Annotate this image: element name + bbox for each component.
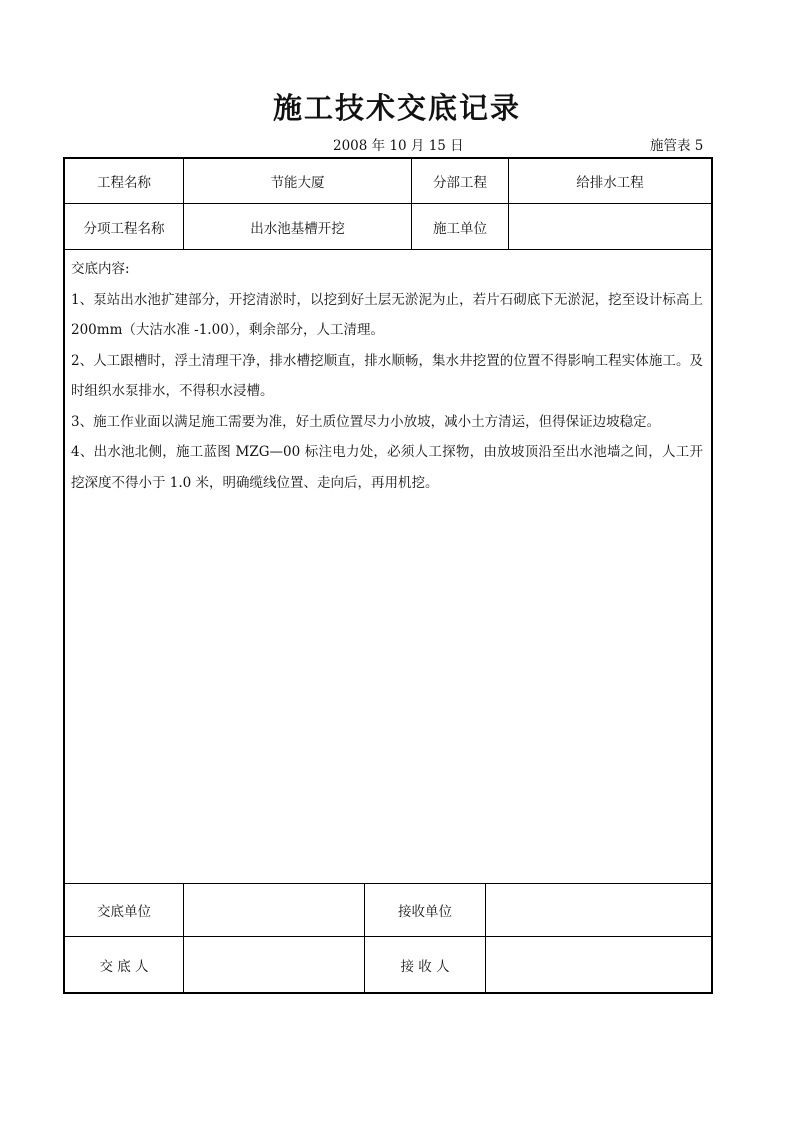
issuer-value[interactable] (184, 937, 364, 992)
contractor-value[interactable] (509, 204, 711, 249)
receiving-unit-label: 接收单位 (398, 904, 452, 920)
content-paragraph-1: 1、泵站出水池扩建部分，开挖清淤时，以挖到好土层无淤泥为止，若片石砌底下无淤泥，挖至设计标高上 200mm（大沽水准 -1.00），剩余部分，人工清理。 (71, 291, 703, 338)
record-date: 2008 年 10 月 15 日 (333, 138, 464, 154)
issuing-unit-label: 交底单位 (97, 904, 151, 920)
division-label: 分部工程 (433, 175, 487, 191)
project-name-label: 工程名称 (97, 175, 151, 191)
content-paragraph-3: 3、施工作业面以满足施工需要为准，好土质位置尽力小放坡，减小土方清运，但得保证边坡稳定。 (71, 413, 661, 430)
content-paragraph-2: 2、人工跟槽时，浮土清理干净，排水槽挖顺直，排水顺畅，集水井挖置的位置不得影响工程实体施工。及时组织水泵排水，不得积水浸槽。 (71, 352, 703, 399)
disclosure-content (71, 254, 703, 498)
receiving-unit-value[interactable] (486, 884, 711, 936)
receiver-value[interactable] (486, 937, 711, 992)
page-title: 施工技术交底记录 (272, 91, 521, 125)
content-paragraph-4: 4、出水池北侧，施工蓝图 MZG—00 标注电力处，必须人工探物，由放坡顶沿至出水池墙之间，人工开挖深度不得小于 1.0 米，明确缆线位置、走向后，再用机挖。 (71, 444, 703, 491)
issuer-label: 交 底 人 (99, 958, 149, 975)
contractor-label: 施工单位 (433, 220, 487, 237)
subitem-name-label: 分项工程名称 (83, 220, 165, 237)
receiver-label: 接 收 人 (400, 958, 450, 975)
record-form (63, 157, 713, 994)
project-name-value[interactable]: 节能大厦 (270, 175, 325, 191)
issuing-unit-value[interactable] (184, 884, 364, 936)
subitem-name-value[interactable]: 出水池基槽开挖 (250, 220, 345, 237)
form-number: 施管表 5 (650, 138, 704, 154)
content-heading: 交底内容: (71, 261, 130, 277)
division-value[interactable]: 给排水工程 (576, 175, 644, 191)
row-divider (65, 249, 711, 250)
